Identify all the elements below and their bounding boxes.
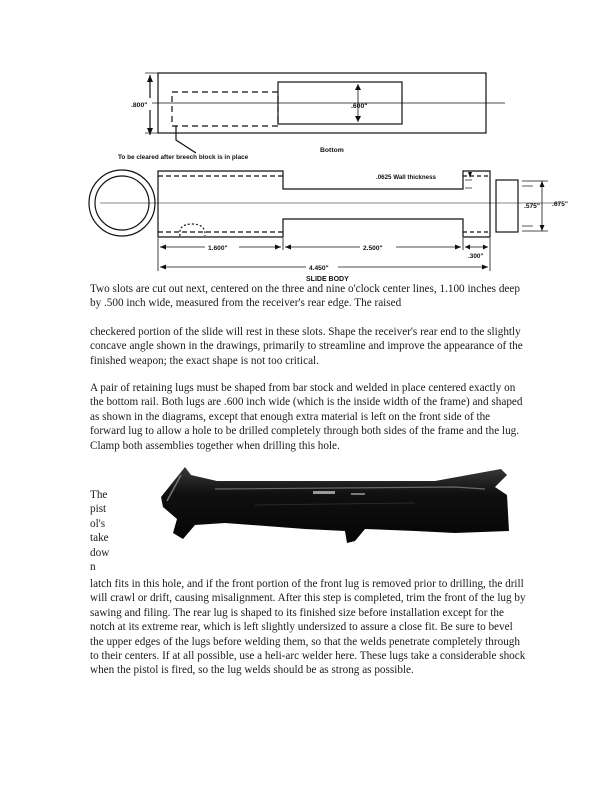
slide-body-title: SLIDE BODY	[306, 276, 349, 283]
dimension-1600-label: 1.600"	[208, 245, 228, 252]
paragraph-slots: Two slots are cut out next, centered on the three and nine o'clock center lines, 1.100 inches deep by .500 inch wide, measured from the receiver's rear edge. The raised	[90, 283, 520, 310]
slide-assembly-photo	[155, 461, 520, 561]
side-text-line: n	[90, 561, 96, 574]
paragraph-latch-hole: latch fits in this hole, and if the front portion of the front lug is removed prior to drilling, the drill will crawl or drift, causing misalignment. After this step is completed, trim the front of the lug by sawing and filing. The rear lug is shaped to its finished size before installation except for the notch at its extreme rear, which is left slightly undersized to assure a close fit. Be sure to bevel the upper edges of the lugs before welding them, so that the welds penetrate completely through to their centers. If at all possible, use a heli-arc welder here. These lugs take a considerable shock when the pistol is fired, so the lug welds should be as strong as possible.	[90, 578, 526, 677]
paragraph-slide-rest: checkered portion of the slide will rest in these slots. Shape the receiver's rear end to the slightly concave angle shown in the drawings, primarily to streamline and improve the appearance of the finished weapon; the exact shape is not too critical.	[90, 326, 523, 367]
dimension-575-label: .575"	[524, 203, 540, 210]
side-text-line: dow	[90, 546, 110, 559]
clearance-note: To be cleared after breech block is in place	[118, 154, 249, 161]
dimension-675-label: .675"	[552, 201, 568, 208]
slide-body-diagram	[0, 158, 612, 283]
side-text-line: The	[90, 489, 108, 501]
side-text-line: pist	[90, 503, 107, 516]
side-text-column	[90, 488, 114, 574]
paragraph-retaining-lugs: A pair of retaining lugs must be shaped from bar stock and welded in place centered exactly on the bottom rail. Both lugs are .600 inch wide (which is the inside width of the frame) and shaped as shown in the diagrams, except that enough extra material is left on the front side of the forward lug to allow a hole to be drilled completely through both sides of the frame and the lug. Clamp both assemblies together when drilling this hole.	[90, 382, 523, 452]
wall-thickness-label: .0625 Wall thickness	[376, 174, 436, 181]
side-text-line: ol's	[90, 517, 106, 530]
width-dimension-label: .800"	[131, 102, 148, 109]
dimension-300-label: .300"	[468, 253, 484, 260]
side-text-line: take	[90, 532, 109, 545]
dimension-2500-label: 2.500"	[363, 245, 383, 252]
bottom-caption: Bottom	[320, 147, 344, 154]
dimension-4450-label: 4.450"	[309, 265, 329, 272]
inner-dimension-label: .600"	[351, 103, 368, 110]
